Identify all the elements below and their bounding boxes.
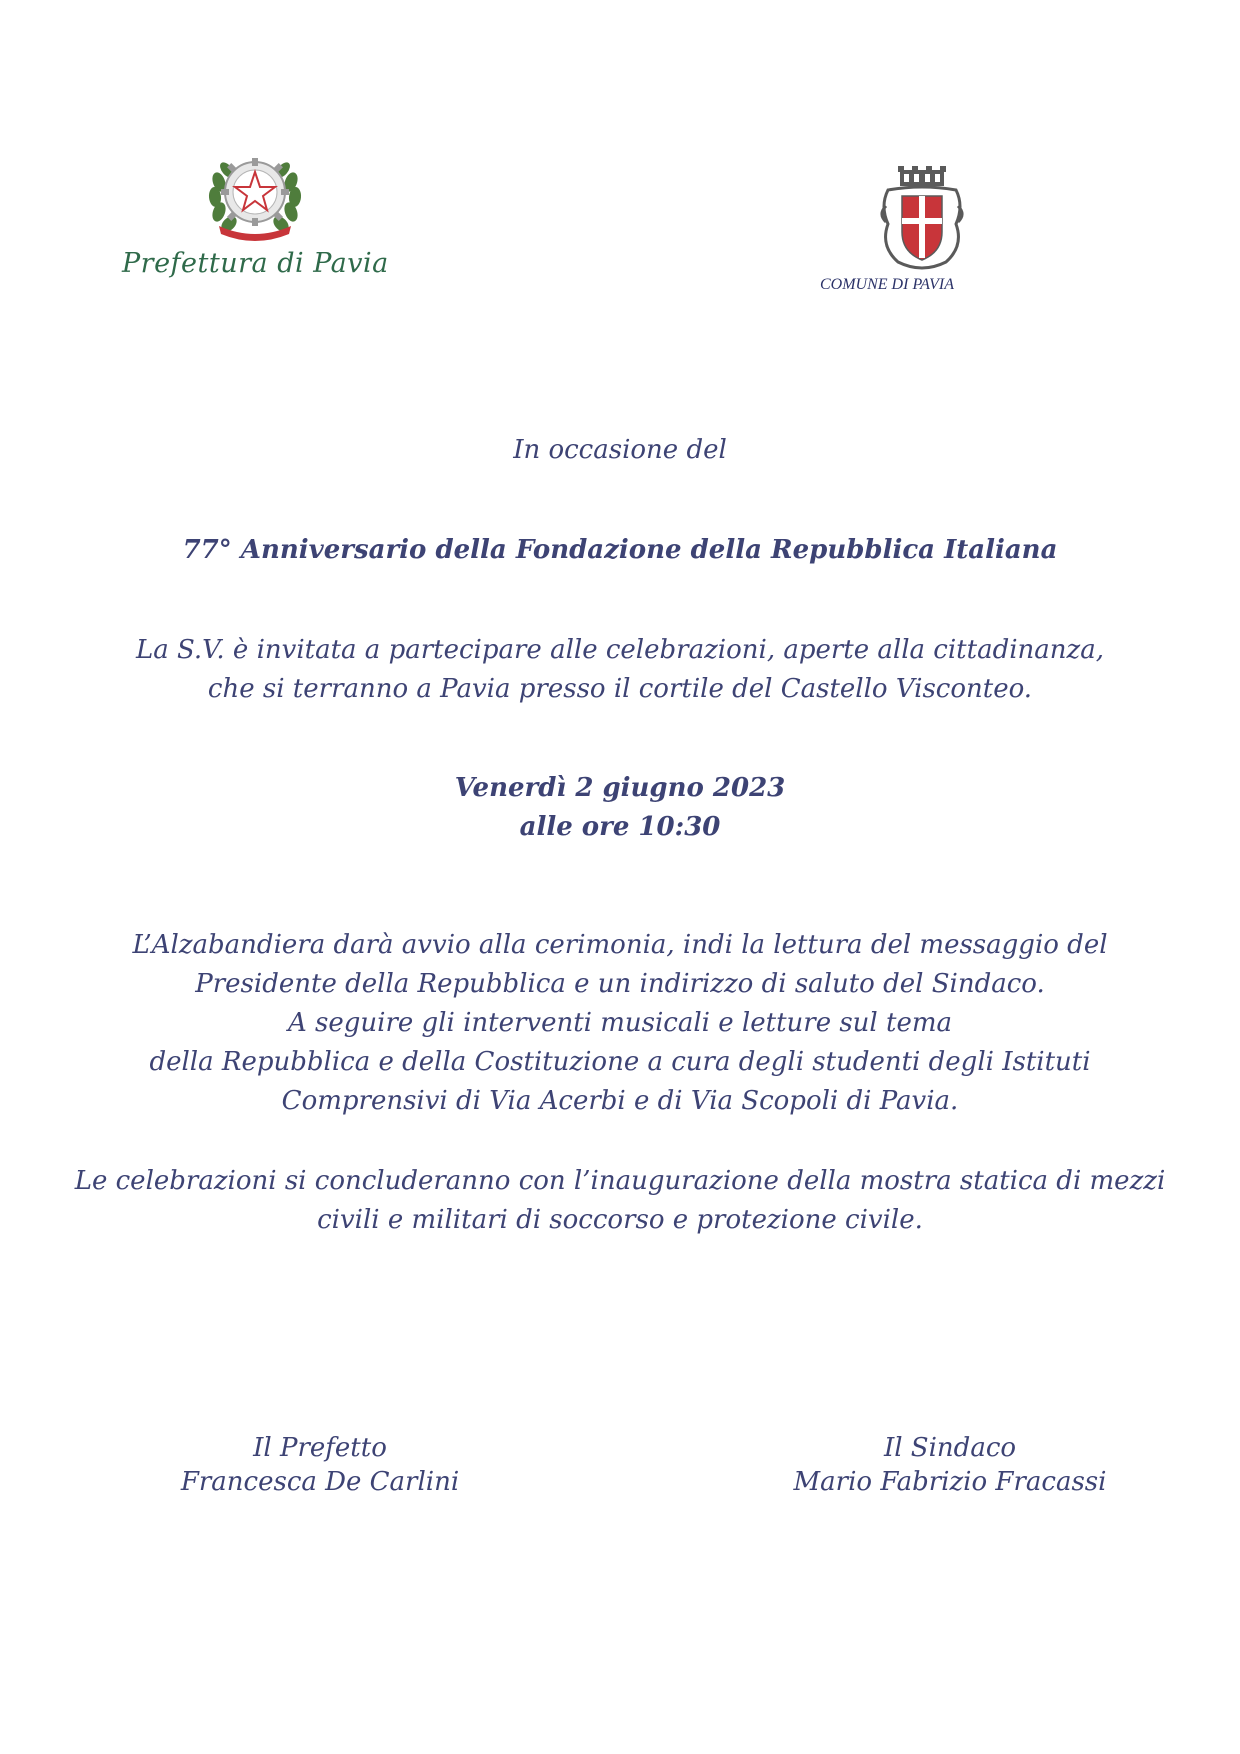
closing-line-2: civili e militari di soccorso e protezione civile. <box>317 1205 923 1235</box>
program-line-5: Comprensivi di Via Acerbi e di Via Scopoli di Pavia. <box>281 1086 959 1116</box>
signature-right <box>760 1431 1140 1499</box>
intro-text: In occasione del <box>513 435 727 465</box>
program-line-2: Presidente della Repubblica e un indirizzo di saluto del Sindaco. <box>195 969 1045 999</box>
signature-right-name: Mario Fabrizio Fracassi <box>793 1467 1107 1497</box>
signature-right-role: Il Sindaco <box>883 1433 1017 1463</box>
program-line-4: della Repubblica e della Costituzione a cura degli studenti degli Istituti <box>149 1047 1091 1077</box>
program-line-1: L’Alzabandiera darà avvio alla cerimonia, indi la lettura del messaggio del <box>132 930 1108 960</box>
event-date: Venerdì 2 giugno 2023 <box>454 773 786 803</box>
event-time: alle ore 10:30 <box>519 812 721 842</box>
signature-left-role: Il Prefetto <box>253 1433 387 1463</box>
event-title: 77° Anniversario della Fondazione della Repubblica Italiana <box>182 535 1058 565</box>
signature-left <box>150 1431 490 1499</box>
program-line-3: A seguire gli interventi musicali e letture sul tema <box>287 1008 952 1038</box>
invite-line-2: che si terranno a Pavia presso il cortile del Castello Visconteo. <box>207 674 1033 704</box>
prefettura-logo-text: Prefettura di Pavia <box>122 248 389 279</box>
closing-line-1: Le celebrazioni si concluderanno con l’inaugurazione della mostra statica di mezzi <box>74 1166 1166 1196</box>
signature-left-name: Francesca De Carlini <box>180 1467 460 1497</box>
repubblica-emblem-icon <box>205 142 305 242</box>
comune-logo-text: COMUNE DI PAVIA <box>820 276 954 293</box>
invite-line-1: La S.V. è invitata a partecipare alle celebrazioni, aperte alla cittadinanza, <box>135 635 1104 665</box>
comune-coat-of-arms-icon <box>878 166 966 274</box>
